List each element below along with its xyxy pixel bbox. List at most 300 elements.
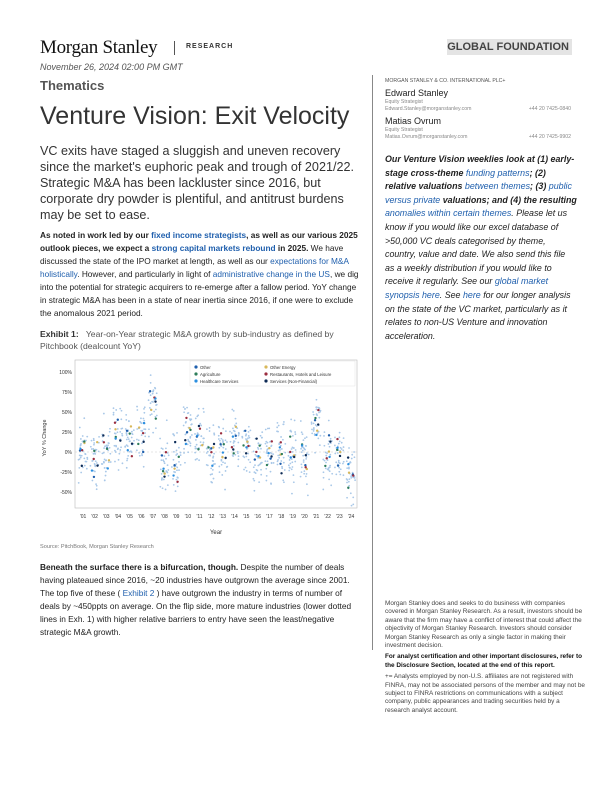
data-point [209,427,211,429]
data-point [237,465,239,467]
link-public-vs-private[interactable]: public versus private [385,181,572,205]
data-point [226,466,228,468]
data-point [93,444,95,446]
data-point [256,470,258,472]
data-point [189,441,191,443]
text: in 2025. [275,243,309,253]
data-point [136,409,138,411]
data-point [294,420,296,422]
x-tick-label: '21 [312,514,320,520]
data-point [330,438,332,440]
data-point [311,433,313,435]
data-point [250,429,252,431]
highlight-point [137,443,139,445]
data-point [159,438,161,440]
data-point [265,443,267,445]
exhibit-caption [40,328,362,352]
data-point [126,467,128,469]
data-point [295,449,297,451]
data-point [212,457,214,459]
data-point [301,431,303,433]
data-point [328,420,330,422]
data-point [200,425,202,427]
highlight-point [268,447,270,449]
data-point [124,446,126,448]
data-point [132,433,134,435]
data-point [221,474,223,476]
data-point [167,464,169,466]
data-point [323,435,325,437]
text: ) have outgrown the industry in terms of number of deals by ~450ppts on average. On the flip side, more mature industries (lower dotted lines in Exh. 1) with higher relative barriers to entry have seen the least/negative strategic M&A growth. [40,588,352,637]
data-point [253,480,255,482]
data-point [119,449,121,451]
data-point [211,473,213,475]
data-point [167,469,169,471]
data-point [290,419,292,421]
data-point [121,427,123,429]
data-point [94,463,96,465]
analyst-email[interactable]: Matias.Ovrum@morganstanley.com [385,134,468,140]
data-point [87,458,89,460]
data-point [86,436,88,438]
highlight-point [114,437,116,439]
data-point [316,399,318,401]
highlight-point [329,440,331,442]
analyst-phone: +44 20 7425-0840 [528,106,571,112]
data-point [213,478,215,480]
data-point [311,428,313,430]
data-point [172,478,174,480]
data-point [98,436,100,438]
data-point [325,452,327,454]
highlight-point [142,441,144,443]
sidebar-column [385,78,577,343]
data-point [188,412,190,414]
highlight-point [138,426,140,428]
data-point [225,439,227,441]
data-point [294,431,296,433]
data-point [196,444,198,446]
analyst-name: Edward Stanley [385,88,449,98]
highlight-point [305,454,307,456]
data-point [237,452,239,454]
data-point [180,454,182,456]
data-point [161,477,163,479]
data-point [198,459,200,461]
highlight-point [184,439,186,441]
data-point [235,418,237,420]
data-point [155,409,157,411]
highlight-point [196,434,198,436]
data-point [224,462,226,464]
highlight-point [266,464,268,466]
highlight-point [154,400,156,402]
link-anomalies[interactable]: anomalies within certain themes [385,208,512,219]
data-point [180,452,182,454]
data-point [200,441,202,443]
highlight-point [289,451,291,453]
data-point [126,439,128,441]
data-point [101,463,103,465]
data-point [305,475,307,477]
highlight-point [93,458,95,460]
data-point [118,459,120,461]
data-point [292,435,294,437]
data-point [113,412,115,414]
link-capital-markets-rebound[interactable]: strong capital markets rebound [151,243,276,253]
data-point [282,439,284,441]
data-point [222,441,224,443]
data-point [82,435,84,437]
highlight-point [293,456,295,458]
data-point [183,411,185,413]
disclosure-text: Morgan Stanley does and seeks to do business with companies covered in Morgan Stanley Research. As a result, investors should be aware that the firm may have a conflict of interest that could affect the objectivity of Morgan Stanley Research. Investors should consider Morgan Stanley Research as only a single factor in making their investment decision. [385,600,583,650]
analyst-email[interactable]: Edward.Stanley@morganstanley.com [385,106,472,112]
data-point [176,453,178,455]
highlight-point [235,426,237,428]
highlight-point [219,443,221,445]
data-point [121,435,123,437]
highlight-point [224,457,226,459]
data-point [156,404,158,406]
data-point [93,442,95,444]
highlight-point [257,455,259,457]
intro-summary: VC exits have staged a sluggish and uneven recovery since the market's euphoric peak and trough of 2021/22. Strategic M&A has been lackluster since 2016, but corporate dry powder is plentiful, and antitrust burdens may be set to ease. [40,144,354,222]
data-point [143,418,145,420]
data-point [127,445,129,447]
data-point [136,449,138,451]
data-point [128,420,130,422]
analyst-firm: MORGAN STANLEY & CO. INTERNATIONAL PLC+ [385,78,506,84]
data-point [334,453,336,455]
data-point [140,421,142,423]
x-tick-label: '17 [266,514,273,520]
data-point [245,456,247,458]
data-point [243,469,245,471]
data-point [303,473,305,475]
data-point [350,475,352,477]
data-point [152,432,154,434]
sidebar-rule [372,75,373,650]
data-point [233,440,235,442]
data-point [168,475,170,477]
data-point [245,467,247,469]
data-point [151,413,153,415]
highlight-point [280,441,282,443]
data-point [103,447,105,449]
legend-label: Healthcare Services [200,378,239,384]
data-point [316,406,318,408]
data-point [301,451,303,453]
data-point [323,445,325,447]
data-point [221,459,223,461]
data-point [105,471,107,473]
data-point [258,481,260,483]
text: , as well as our various 2025 outlook pieces, we expect a [40,230,358,253]
page-title: Venture Vision: Exit Velocity [40,102,350,130]
data-point [320,410,322,412]
data-point [80,438,82,440]
data-point [281,448,283,450]
data-point [246,470,248,472]
data-point [277,422,279,424]
highlight-point [199,428,201,430]
exhibit-chart-container [40,358,362,543]
highlight-point [114,428,116,430]
data-point [267,460,269,462]
data-point [173,435,175,437]
data-point [80,457,82,459]
data-point [136,428,138,430]
series-description [385,153,577,343]
data-point [258,443,260,445]
data-point [303,461,305,463]
data-point [163,479,165,481]
highlight-point [174,441,176,443]
data-point [342,463,344,465]
data-point [225,448,227,450]
data-point [330,484,332,486]
data-point [278,457,280,459]
data-point [291,461,293,463]
data-point [339,474,341,476]
data-point [213,453,215,455]
highlight-point [96,464,98,466]
data-point [261,437,263,439]
data-point [133,429,135,431]
data-point [257,465,259,467]
legend-label: Services (Non-Financial) [270,378,318,384]
data-point [334,437,336,439]
data-point [103,462,105,464]
data-point [343,474,345,476]
data-point [302,450,304,452]
data-point [150,394,152,396]
data-point [165,448,167,450]
data-point [307,494,309,496]
data-point [313,422,315,424]
data-point [102,452,104,454]
data-point [354,456,356,458]
data-point [148,399,150,401]
text: Beneath the surface there is a bifurcation, though. [40,562,239,572]
data-point [183,425,185,427]
data-point [270,471,272,473]
legend-marker [194,372,197,375]
data-point [302,455,304,457]
exhibit-source: Source: PitchBook, Morgan Stanley Research [40,544,154,550]
data-point [348,485,350,487]
data-point [162,448,164,450]
data-point [265,429,267,431]
data-point [252,478,254,480]
highlight-point [314,419,316,421]
data-point [145,428,147,430]
data-point [265,480,267,482]
link-administrative-change[interactable]: administrative change in the US [212,269,330,279]
data-point [329,446,331,448]
data-point [248,426,250,428]
legend-marker [264,365,267,368]
y-tick-label: 100% [59,370,72,376]
y-axis-label: YoY % Change [42,419,48,457]
data-point [249,437,251,439]
highlight-point [108,459,110,461]
highlight-point [220,432,222,434]
highlight-point [269,457,271,459]
data-point [300,448,302,450]
highlight-point [301,444,303,446]
data-point [198,408,200,410]
data-point [187,451,189,453]
highlight-point [339,455,341,457]
data-point [148,428,150,430]
data-point [313,430,315,432]
data-point [119,408,121,410]
data-point [131,451,133,453]
data-point [120,418,122,420]
data-point [183,406,185,408]
data-point [142,449,144,451]
data-point [120,446,122,448]
data-point [348,467,350,469]
data-point [312,411,314,413]
link-here[interactable]: here [462,289,481,300]
data-point [303,459,305,461]
data-point [96,462,98,464]
highlight-point [127,449,129,451]
data-point [272,453,274,455]
data-point [277,459,279,461]
highlight-point [232,435,234,437]
data-point [117,431,119,433]
highlight-point [281,453,283,455]
data-point [315,424,317,426]
data-point [292,447,294,449]
highlight-point [117,419,119,421]
link-between-themes[interactable]: between themes [464,181,531,192]
data-point [229,431,231,433]
body-paragraph-2 [40,561,362,639]
data-point [247,453,249,455]
data-point [329,466,331,468]
data-point [325,462,327,464]
data-point [108,461,110,463]
highlight-point [154,397,156,399]
data-point [177,477,179,479]
data-point [143,420,145,422]
data-point [291,468,293,470]
data-point [253,466,255,468]
data-point [311,423,313,425]
link-market-synopsis[interactable]: global market synopsis here [385,276,549,300]
data-point [271,462,273,464]
data-point [79,458,81,460]
data-point [269,441,271,443]
data-point [149,407,151,409]
data-point [127,458,129,460]
data-point [203,438,205,440]
data-point [237,451,239,453]
highlight-point [246,441,248,443]
data-point [323,477,325,479]
data-point [222,418,224,420]
data-point [295,433,297,435]
legend-label: Other Energy [270,364,296,370]
data-point [184,434,186,436]
highlight-point [223,443,225,445]
data-point [140,417,142,419]
data-point [226,441,228,443]
link-ma-expectations[interactable]: expectations for M&A holistically [40,256,349,279]
data-point [150,402,152,404]
data-point [338,471,340,473]
data-point [283,457,285,459]
x-tick-label: '01 [79,514,87,520]
highlight-point [247,445,249,447]
data-point [302,439,304,441]
link-funding-patterns[interactable]: funding patterns [465,167,530,178]
data-point [125,419,127,421]
highlight-point [165,451,167,453]
data-point [266,475,268,477]
data-point [277,431,279,433]
data-point [346,467,348,469]
data-point [129,440,131,442]
data-point [348,447,350,449]
legend-label: Other [200,364,211,370]
x-tick-label: '19 [289,514,297,520]
data-point [289,467,291,469]
x-tick-label: '02 [91,514,98,520]
data-point [93,439,95,441]
text: . However, and particularly in light of [77,269,213,279]
legend-label: Agriculture [200,371,221,377]
data-point [281,467,283,469]
data-point [185,421,187,423]
highlight-point [119,439,121,441]
link-exhibit-2[interactable]: Exhibit 2 [122,588,155,598]
data-point [141,430,143,432]
data-point [348,478,350,480]
highlight-point [348,471,350,473]
data-point [90,446,92,448]
data-point [109,453,111,455]
data-point [113,407,115,409]
data-point [117,428,119,430]
disclosure [385,600,585,718]
highlight-point [107,467,109,469]
data-point [249,461,251,463]
link-fixed-income-strategists[interactable]: fixed income strategists [151,230,247,240]
data-point [322,459,324,461]
data-point [166,442,168,444]
data-point [212,424,214,426]
highlight-point [337,464,339,466]
data-point [316,413,318,415]
highlight-point [222,451,224,453]
data-point [218,466,220,468]
y-tick-label: -25% [60,470,72,476]
data-point [276,426,278,428]
highlight-point [280,472,282,474]
data-point [80,444,82,446]
highlight-point [317,423,319,425]
data-point [289,459,291,461]
data-point [85,461,87,463]
highlight-point [142,432,144,434]
data-point [94,453,96,455]
